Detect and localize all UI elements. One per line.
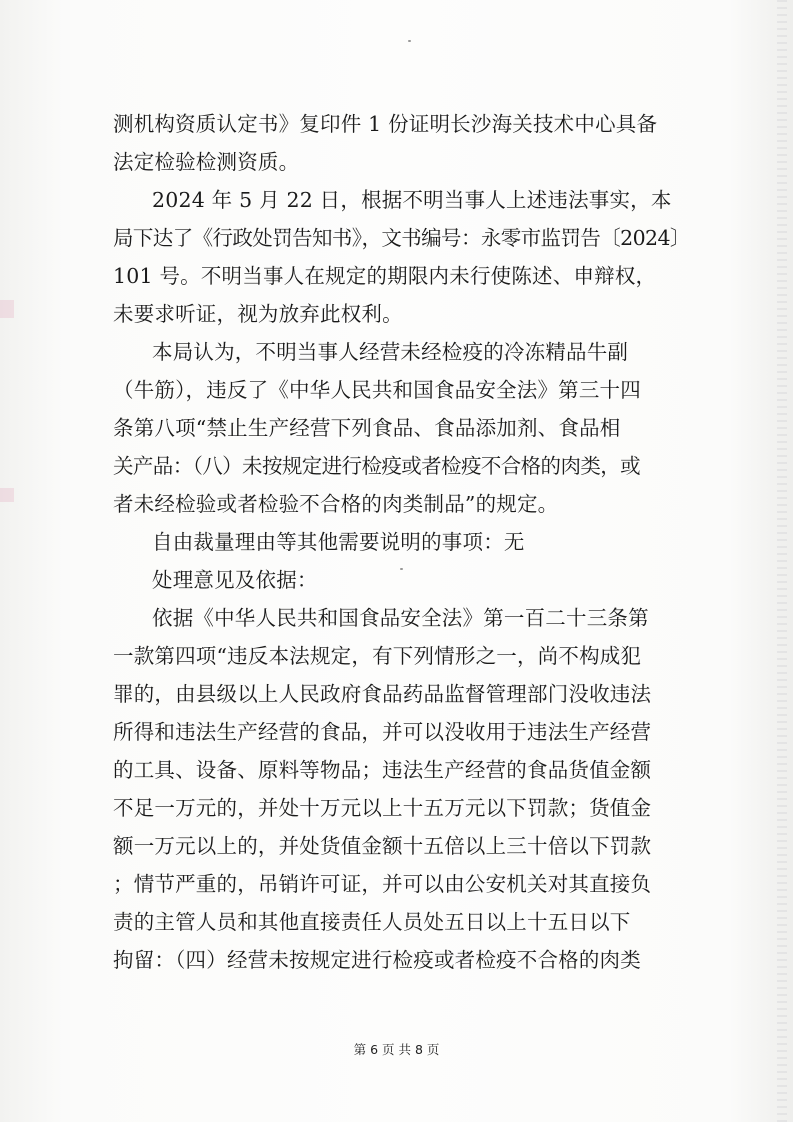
text-line: 法定检验检测资质。 — [113, 150, 300, 174]
text-line: 拘留：（四）经营未按规定进行检疫或者检疫不合格的肉类 — [113, 948, 641, 972]
text-line: 2024 年 5 月 22 日，根据不明当事人上述违法事实，本 — [152, 188, 672, 212]
text-line: 不足一万元的，并处十万元以上十五万元以下罚款；货值金 — [113, 796, 652, 820]
text-line: 额一万元以上的，并处货值金额十五倍以上三十倍以下罚款 — [113, 834, 652, 858]
text-line: 所得和违法生产经营的食品，并可以没收用于违法生产经营 — [113, 720, 652, 744]
text-line: （牛筋），违反了《中华人民共和国食品安全法》第三十四 — [113, 378, 641, 402]
text-line: 者未经检验或者检验不合格的肉类制品”的规定。 — [113, 492, 559, 516]
text-line: 处理意见及依据： — [152, 568, 318, 592]
text-line: 未要求听证，视为放弃此权利。 — [113, 302, 403, 326]
text-line: 101 号。不明当事人在规定的期限内未行使陈述、申辩权， — [113, 264, 657, 288]
text-line: 的工具、设备、原料等物品；违法生产经营的食品货值金额 — [113, 758, 652, 782]
text-line: 依据《中华人民共和国食品安全法》第一百二十三条第 — [152, 606, 649, 630]
text-line: 测机构资质认定书》复印件 1 份证明长沙海关技术中心具备 — [113, 112, 658, 136]
text-line: 罪的，由县级以上人民政府食品药品监督管理部门没收违法 — [113, 682, 652, 706]
text-line: 本局认为，不明当事人经营未经检疫的冷冻精品牛副 — [152, 340, 629, 364]
text-line: 一款第四项“违反本法规定，有下列情形之一，尚不构成犯 — [113, 644, 642, 668]
page-number: 第 6 页 共 8 页 — [353, 1042, 440, 1057]
text-line: 责的主管人员和其他直接责任人员处五日以上十五日以下 — [113, 910, 631, 934]
text-line: 局下达了《行政处罚告知书》，文书编号：永零市监罚告〔2024〕 — [113, 226, 690, 250]
text-line: 自由裁量理由等其他需要说明的事项：无 — [152, 530, 525, 554]
text-line: 条第八项“禁止生产经营下列食品、食品添加剂、食品相 — [113, 416, 621, 440]
text-line: 关产品：（八）未按规定进行检疫或者检疫不合格的肉类，或 — [113, 454, 641, 478]
text-line: ；情节严重的，吊销许可证，并可以由公安机关对其直接负 — [113, 872, 652, 896]
